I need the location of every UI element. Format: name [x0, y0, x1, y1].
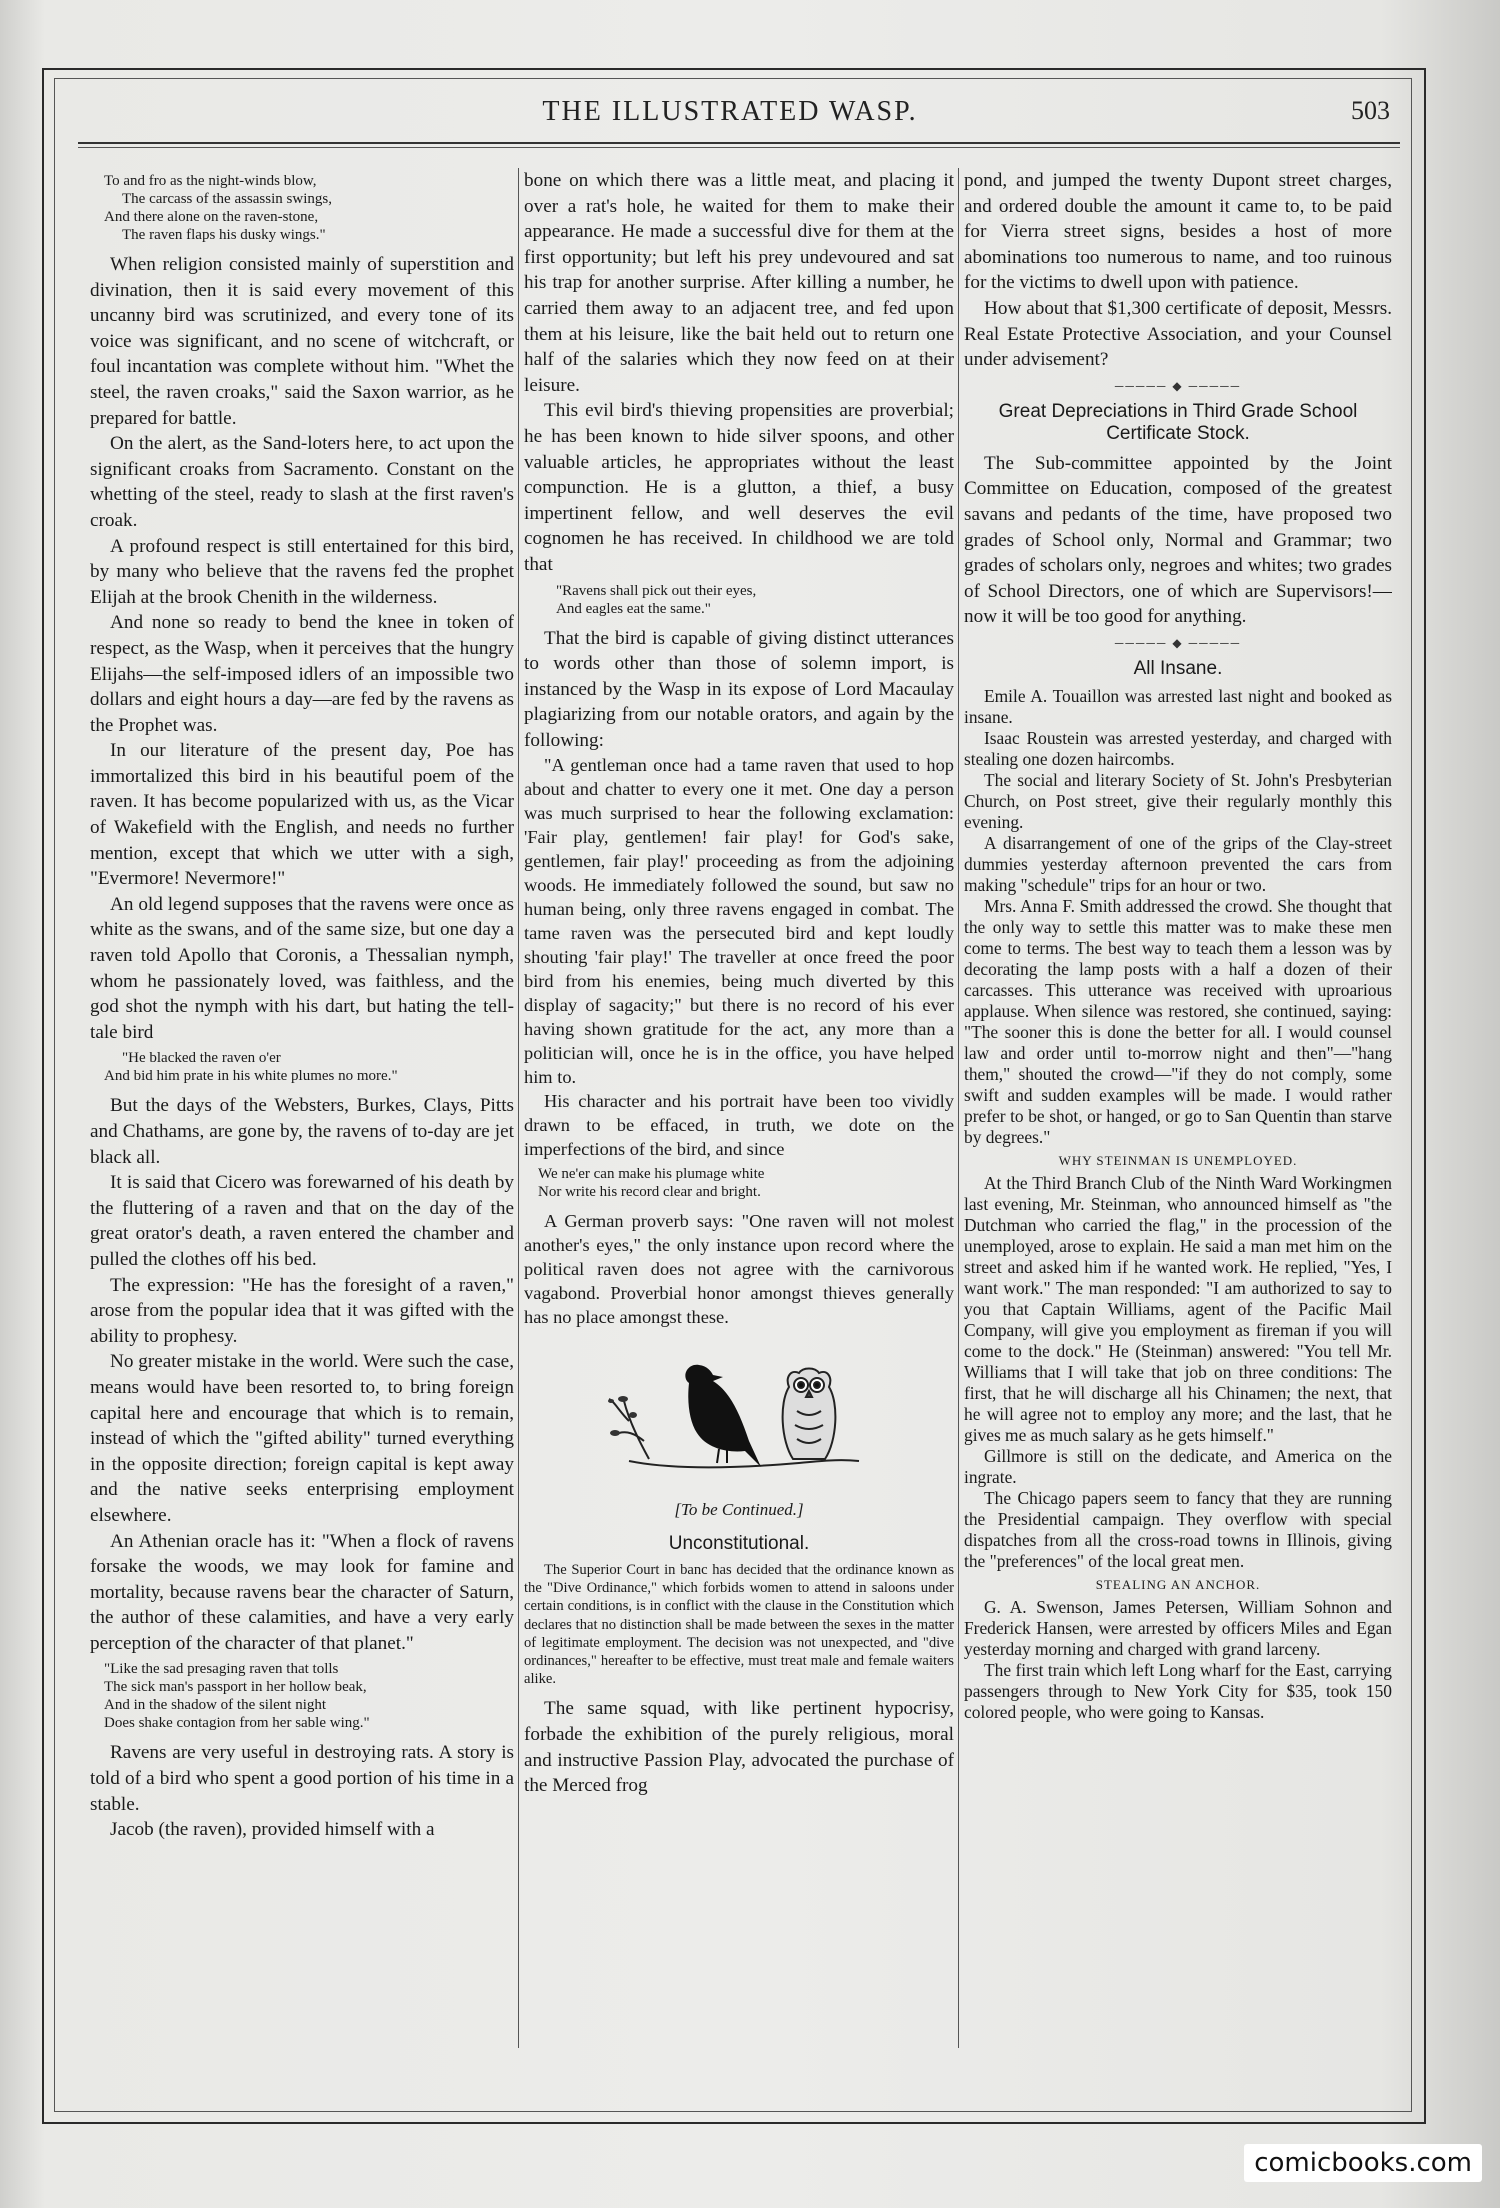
paragraph: In our literature of the present day, Poe has immortalized this bird in his beautiful poem of the raven. It has become popularized with us, as the Vicar of Wakefield with the English, and needs no further mention, except that which we utter with a sigh, "Evermore! Nevermore!"	[90, 740, 514, 890]
divider-ornament: ───── ◆ ─────	[1114, 378, 1242, 393]
paragraph: An Athenian oracle has it: "When a flock of ravens forsake the woods, we may look for famine and mortality, because ravens bear the character of Saturn, the author of these calamities, and have a very early perception of the character of that planet."	[90, 1530, 514, 1654]
divider-ornament: ───── ◆ ─────	[1114, 635, 1242, 650]
paragraph: It is said that Cicero was forewarned of his death by the fluttering of a raven and that on the day of the great orator's death, a raven entered the chamber and pulled the clothes off his bed.	[90, 1172, 514, 1270]
paragraph: G. A. Swenson, James Petersen, William Sohnon and Frederick Hansen, were arrested by officers Miles and Egan yesterday morning and charged with grand larceny.	[964, 1596, 1392, 1659]
paragraph-quote: "A gentleman once had a tame raven that used to hop about and chatter to every one it met. One day a person was much surprised to hear the following exclamation: 'Fair play, gentlemen! fair play! for God's sake, gentlemen, fair play!' proceeding as from the adjoining woods. He immediately followed the sound, but saw no human being, only three ravens engaged in combat. The tame raven was the persecuted bird and kept loudly shouting 'fair play!' The traveller at once freed the poor bird from his enemies, being much diverted by this display of sagacity;" but there is no record of his ever having shown gratitude for the act, any more than a politician will, once he is in the office, you have helped him to.	[524, 755, 954, 1088]
raven-and-owl-illustration	[589, 1341, 889, 1491]
paragraph: On the alert, as the Sand-loters here, to act upon the significant croaks from Sacramento. Constant on the whetting of the steel, ready to slash at the first raven's croak.	[90, 433, 514, 531]
paragraph: A disarrangement of one of the grips of the Clay-street dummies yesterday afternoon prevented the cars from making "schedule" trips for an hour or two.	[964, 832, 1392, 895]
verse-plumage	[538, 1165, 954, 1201]
verse-line: Nor write his record clear and bright.	[538, 1184, 761, 1201]
header-rule	[78, 142, 1400, 144]
column-2	[524, 168, 954, 2048]
paragraph: This evil bird's thieving propensities are proverbial; he has been known to hide silver spoons, and other valuable articles, he appropriates without the least compunction. He is a glutton, a thief, a busy impertinent fellow, and well deserves the evil cognomen he has received. In childhood we are told that	[524, 400, 954, 575]
paragraph: Gillmore is still on the dedicate, and America on the ingrate.	[964, 1445, 1392, 1487]
paragraph: And none so ready to bend the knee in token of respect, as the Wasp, when it perceives that the hungry Elijahs—the self-imposed idlers of an impossible two dollars and eight hours a day—are fed by the ravens as the Prophet was.	[90, 612, 514, 736]
paragraph: Ravens are very useful in destroying rats. A story is told of a bird who spent a good portion of his time in a stable.	[90, 1742, 514, 1815]
verse-line: The carcass of the assassin swings,	[122, 191, 332, 207]
verse-ravens	[538, 582, 954, 618]
page-number: 503	[1351, 96, 1390, 125]
paragraph: When religion consisted mainly of superstition and divination, then it is said every movement of this uncanny bird was scrutinized, and every tone of its voice was significant, and no scene of witchcraft, or foul incantation was complete without him. "Whet the steel, the raven croaks," said the Saxon warrior, as he prepared for battle.	[90, 254, 514, 429]
verse-line: Does shake contagion from her sable wing."	[104, 1715, 370, 1732]
verse-line: And bid him prate in his white plumes no more."	[104, 1068, 398, 1085]
header-rule-thin	[78, 147, 1400, 148]
paragraph: The Chicago papers seem to fancy that they are running the Presidential campaign. They overflow with special dispatches from all the cross-road towns in Illinois, giving the "preferences" of the local great men.	[964, 1487, 1392, 1571]
paragraph: An old legend supposes that the ravens were once as white as the swans, and of the same size, but one day a raven told Apollo that Coronis, a Thessalian nymph, whom he passionately loved, was faithless, and the god shot the nymph with his dart, but hating the tell-tale bird	[90, 893, 514, 1043]
subhead-steinman: WHY STEINMAN IS UNEMPLOYED.	[1058, 1152, 1298, 1168]
watermark: comicbooks.com	[1244, 2144, 1482, 2182]
owl-icon	[783, 1369, 836, 1460]
subhead-anchor: STEALING AN ANCHOR.	[1095, 1576, 1261, 1592]
paragraph: How about that $1,300 certificate of deposit, Messrs. Real Estate Protective Association, and your Counsel under advisement?	[964, 297, 1392, 371]
leaves-icon	[608, 1396, 637, 1436]
paragraph: His character and his portrait have been too vividly drawn to be effaced, in truth, we dote on the imperfections of the bird, and since	[524, 1091, 954, 1160]
paragraph: No greater mistake in the world. Were such the case, means would have been resorted to, to bring foreign capital here and encourage that which is to remain, instead of which the "gifted ability" turned everything in the opposite direction; foreign capital is kept away and the native seeks enterprising employment elsewhere.	[90, 1351, 514, 1526]
verse-1	[104, 172, 514, 244]
headline-depreciations: Great Depreciations in Third Grade School Certificate Stock.	[998, 400, 1358, 444]
paragraph-small: The Superior Court in banc has decided that the ordinance known as the "Dive Ordinance," which forbids women to attend in saloons under certain conditions, is in conflict with the clause in the Constitution which declares that no distinction shall be made between the sexes in the matter of legitimate employment. The decision was not unexpected, and "dive ordinances," hereafter to be effective, must treat male and female waiters alike.	[524, 1562, 954, 1688]
news-items	[964, 686, 1392, 1723]
paragraph: Jacob (the raven), provided himself with a	[110, 1819, 435, 1841]
verse-line: To and fro as the night-winds blow,	[104, 173, 317, 189]
paragraph: A German proverb says: "One raven will not molest another's eyes," the only instance upon record where the political raven does not agree with the carnivorous vagabond. Proverbial honor amongst thieves generally has no place amongst these.	[524, 1211, 954, 1328]
verse-line: "He blacked the raven o'er	[122, 1050, 281, 1067]
paragraph: bone on which there was a little meat, and placing it over a rat's hole, he waited for them to make their appearance. He made a successful dive for them at the first opportunity; but left his prey undevoured and sat his trap for another surprise. After killing a number, he carried them away to an adjacent tree, and fed upon them at his leisure, like the bait held out to return one half of the salaries which they now feed on at their leisure.	[524, 170, 954, 396]
paragraph: At the Third Branch Club of the Ninth Ward Workingmen last evening, Mr. Steinman, who announced himself as "the Dutchman who carried the flag," in the procession of the unemployed, arose to explain. He said a man met him on the street and asked him if he wanted work. He replied, "Yes, I want work." The man responded: "I am authorized to say to you that Captain Williams, agent of the Pacific Mail Company, will give you employment as fireman if you will come to the dock." He (Steinman) answered: "You tell Mr. Williams that I will take that job on three conditions: The first, that he will discharge all his Chinamen; the next, that he will agree not to employ any more; and the last, that he gives me as much salary as he gets himself."	[964, 1172, 1392, 1445]
column-1	[90, 168, 514, 2048]
paragraph: But the days of the Websters, Burkes, Clays, Pitts and Chathams, are gone by, the ravens of to-day are jet black all.	[90, 1095, 514, 1168]
headline-unconstitutional: Unconstitutional.	[668, 1533, 810, 1555]
verse-line: "Ravens shall pick out their eyes,	[556, 582, 757, 599]
column-divider-1	[518, 168, 519, 2048]
column-divider-2	[958, 168, 959, 2048]
paragraph: That the bird is capable of giving distinct utterances to words other than those of solemn import, is instanced by the Wasp in its expose of Lord Macaulay plagiarizing from our notable orators, and again by the following:	[524, 627, 954, 751]
verse-3	[104, 1660, 514, 1732]
paragraph: The social and literary Society of St. John's Presbyterian Church, on Post street, give their regularly monthly this evening.	[964, 769, 1392, 832]
verse-line: The raven flaps his dusky wings."	[122, 227, 326, 243]
verse-line: The sick man's passport in her hollow beak,	[104, 1679, 367, 1696]
headline-all-insane: All Insane.	[1133, 657, 1223, 679]
paragraph: Mrs. Anna F. Smith addressed the crowd. She thought that the only way to settle this matter was to make these men come to terms. The best way to teach them a lesson was by decorating the lamp posts with a half a dozen of their carcasses. This utterance was received with uproarious applause. When silence was restored, she continued, saying: "The sooner this is done the better for all. I would counsel law and order until to-morrow night and then"—"hang them," shouted the crowd—"if they do not comply, some swift and sudden examples will be made. I would rather prefer to be shot, or hanged, or go to San Quentin than starve by degrees."	[964, 895, 1392, 1147]
paragraph: The Sub-committee appointed by the Joint Committee on Education, composed of the greatest savans and pedants of the time, have proposed two grades of School only, Normal and Grammar; two grades of scholars only, negroes and whites; two grades of School Directors, one of which are Supervisors!—now it will be too good for anything.	[964, 452, 1392, 628]
paragraph: The first train which left Long wharf for the East, carrying passengers through to New York City for $35, took 150 colored people, who were going to Kansas.	[964, 1659, 1392, 1722]
verse-line: And there alone on the raven-stone,	[104, 209, 319, 225]
verse-line: We ne'er can make his plumage white	[538, 1166, 765, 1183]
paragraph: Isaac Roustein was arrested yesterday, and charged with stealing one dozen haircombs.	[964, 727, 1392, 769]
verse-2	[104, 1049, 514, 1085]
continued-caption: [To be Continued.]	[674, 1500, 804, 1520]
raven-icon	[685, 1365, 761, 1467]
verse-line: And eagles eat the same."	[556, 600, 711, 617]
paragraph: The expression: "He has the foresight of a raven," arose from the popular idea that it was gifted with the ability to prophesy.	[90, 1274, 514, 1347]
verse-line: "Like the sad presaging raven that tolls	[104, 1661, 339, 1678]
publication-title: THE ILLUSTRATED WASP.	[542, 96, 918, 127]
verse-line: And in the shadow of the silent night	[104, 1697, 327, 1714]
paragraph: Emile A. Touaillon was arrested last night and booked as insane.	[964, 685, 1392, 727]
paragraph: The same squad, with like pertinent hypocrisy, forbade the exhibition of the purely religious, moral and instructive Passion Play, advocated the purchase of the Merced frog	[524, 1698, 954, 1797]
paragraph: A profound respect is still entertained for this bird, by many who believe that the ravens fed the prophet Elijah at the brook Chenith in the wilderness.	[90, 535, 514, 608]
running-header	[60, 96, 1400, 140]
column-3	[964, 168, 1392, 2048]
paragraph: pond, and jumped the twenty Dupont street charges, and ordered double the amount it came to, to be paid for Vierra street signs, besides a host of more abominations too numerous to name, and too ruinous for the victims to dwell upon with patience.	[964, 170, 1392, 294]
